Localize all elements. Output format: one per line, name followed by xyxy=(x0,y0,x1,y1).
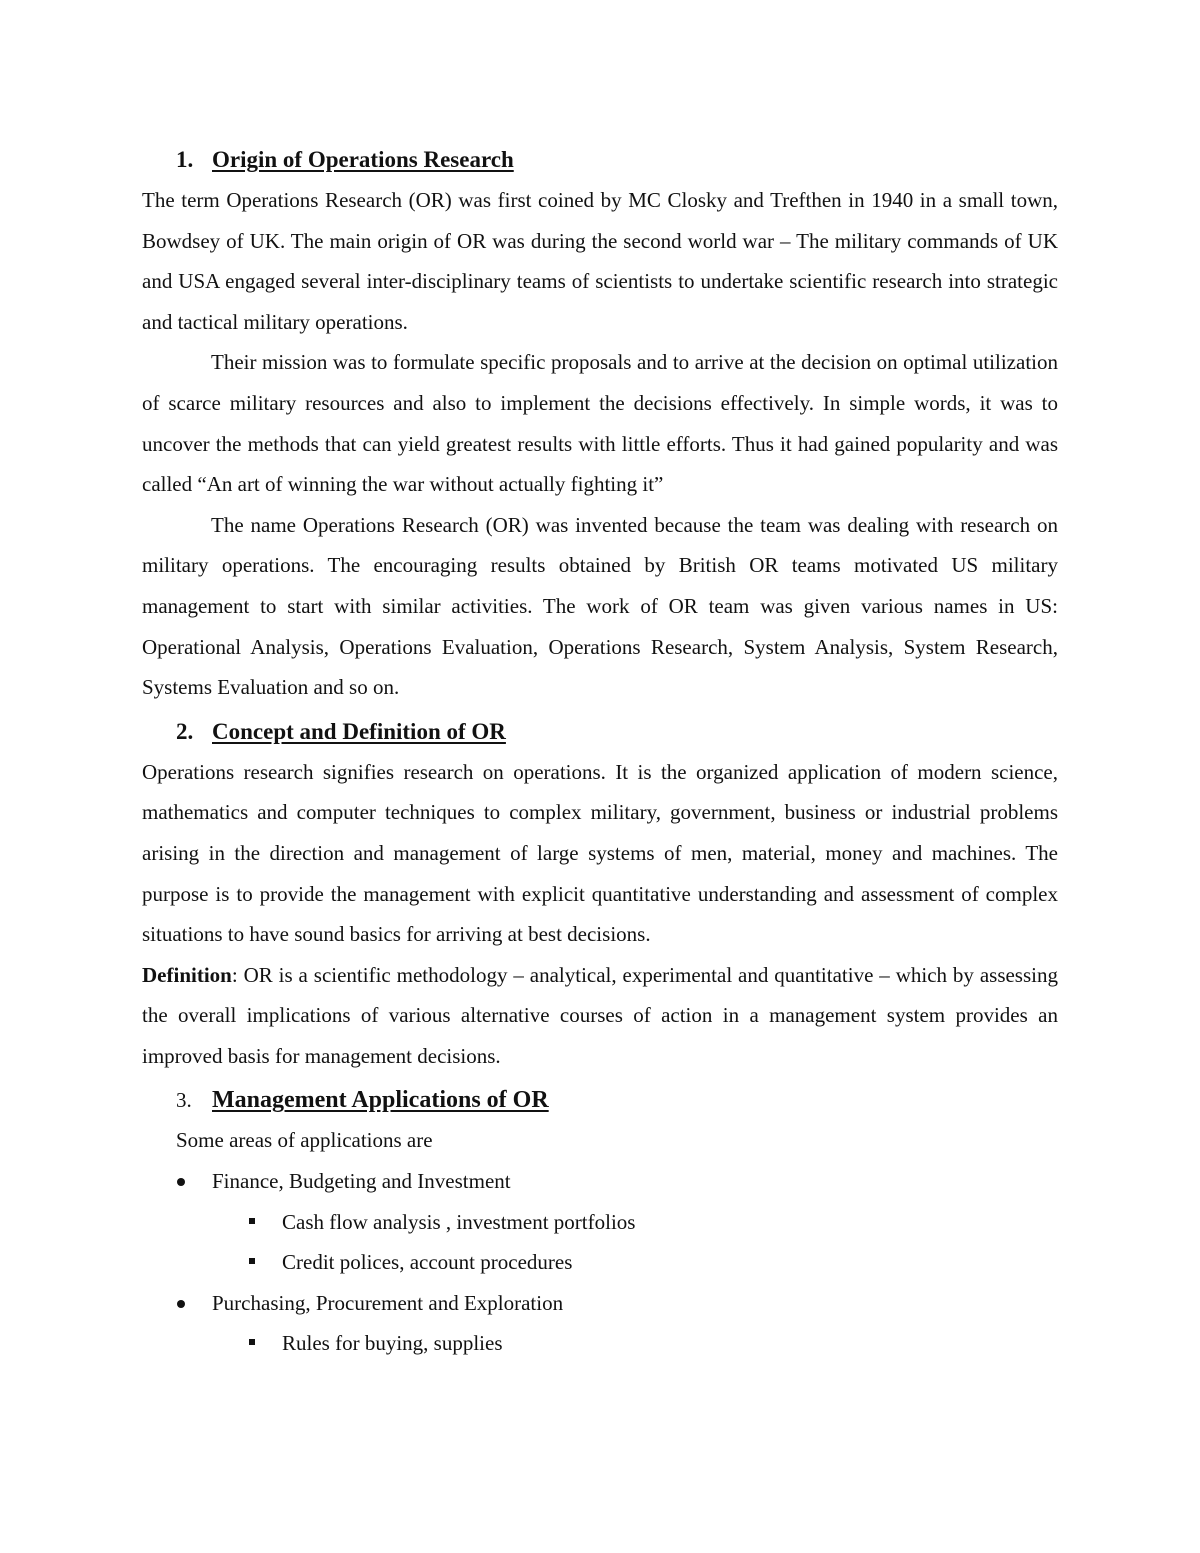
square-bullet-icon xyxy=(249,1218,255,1224)
sub-list xyxy=(142,1202,1058,1283)
section-3-heading xyxy=(142,1080,1058,1120)
list-item-label: Purchasing, Procurement and Exploration xyxy=(212,1290,564,1315)
section-number: 2. xyxy=(176,718,194,744)
section-number: 1. xyxy=(176,147,194,172)
sub-list-container xyxy=(142,1323,1058,1364)
applications-list xyxy=(142,1161,1058,1364)
section-title: Concept and Definition of OR xyxy=(212,718,506,744)
paragraph: Their mission was to formulate specific proposals and to arrive at the decision on optimal utilization of scarce military resources and also to implement the decisions effectively. In simple words, it was to uncover the methods that can yield greatest results with little efforts. Thus it had gained popularity and was called “An art of winning the war without actually fighting it” xyxy=(142,350,1058,497)
definition-paragraph xyxy=(142,955,1058,1077)
sub-list-container xyxy=(142,1202,1058,1283)
section-2-heading xyxy=(142,712,1058,752)
sub-list-item xyxy=(142,1202,1058,1243)
sub-list-item xyxy=(142,1242,1058,1283)
list-item xyxy=(142,1283,1058,1324)
section-title: Management Applications of OR xyxy=(212,1087,549,1114)
bullet-icon xyxy=(177,1300,185,1308)
paragraph: Operations research signifies research on operations. It is the organized application of modern science, mathematics and computer techniques to complex military, government, business or industrial problems arising in the direction and management of large systems of men, material, money and machines. The purpose is to provide the management with explicit quantitative understanding and assessment of complex situations to have sound basics for arriving at best decisions. xyxy=(142,759,1058,947)
list-item xyxy=(142,1161,1058,1202)
list-item-label: Finance, Budgeting and Investment xyxy=(212,1169,511,1194)
sub-list-item-label: Cash flow analysis , investment portfolios xyxy=(282,1209,636,1234)
sub-list-item-label: Credit polices, account procedures xyxy=(282,1250,573,1275)
section-number: 3. xyxy=(176,1088,192,1113)
sub-list-item xyxy=(142,1323,1058,1364)
sub-list xyxy=(142,1323,1058,1364)
sub-list-item-label: Rules for buying, supplies xyxy=(282,1331,503,1356)
applications-intro: Some areas of applications are xyxy=(176,1128,433,1153)
section-1-heading xyxy=(142,140,1058,180)
paragraph: The term Operations Research (OR) was first coined by MC Closky and Trefthen in 1940 in a small town, Bowdsey of UK. The main origin of OR was during the second world war – The military commands of UK and USA engaged several inter-disciplinary teams of scientists to undertake scientific research into strategic and tactical military operations. xyxy=(142,188,1058,334)
bullet-icon xyxy=(177,1178,185,1186)
definition-label: Definition xyxy=(142,962,232,987)
square-bullet-icon xyxy=(249,1258,255,1264)
document-body xyxy=(142,140,1058,1364)
section-title: Origin of Operations Research xyxy=(212,147,514,172)
paragraph: The name Operations Research (OR) was invented because the team was dealing with research on military operations. The encouraging results obtained by British OR teams motivated US military management to start with similar activities. The work of OR team was given various names in US: Operational Analysis, Operations Evaluation, Operations Research, System Analysis, System Research, Systems Evaluation and so on. xyxy=(142,512,1058,700)
definition-text: : OR is a scientific methodology – analytical, experimental and quantitative – which by assessing the overall implications of various alternative courses of action in a management system provides an improved basis for management decisions. xyxy=(142,962,1058,1068)
square-bullet-icon xyxy=(249,1339,255,1345)
